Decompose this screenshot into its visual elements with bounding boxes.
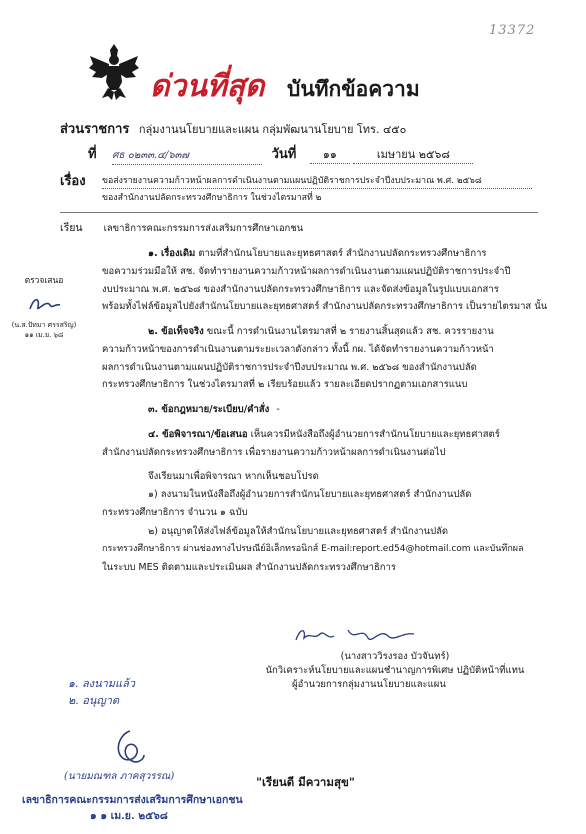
reviewer-signature-icon — [24, 293, 64, 315]
approver-name: (นายมณฑล ภาคสุวรรณ) — [64, 771, 175, 782]
salutation-row — [60, 221, 303, 236]
section1-line4: พร้อมทั้งไฟล์ข้อมูลไปยังสำนักนโยบายและยุทธศาสตร์ สำนักงานปลัดกระทรวงศึกษาธิการ เป็นรายไตรมาส นั้น — [102, 301, 548, 312]
reviewer-date: ๑๑ เม.ย. ๖๘ — [24, 331, 64, 340]
reviewer-label: ตรวจเสนอ — [24, 276, 64, 286]
section2-heading: ๒. ข้อเท็จจริง — [148, 326, 204, 337]
approver-title: เลขาธิการคณะกรรมการส่งเสริมการศึกษาเอกชน — [22, 794, 243, 806]
request-intro: จึงเรียนมาเพื่อพิจารณา หากเห็นชอบโปรด — [148, 471, 319, 482]
to-value: เลขาธิการคณะกรรมการส่งเสริมการศึกษาเอกชน — [103, 223, 304, 234]
subject-divider — [60, 212, 538, 213]
request-item1-line1: ๑) ลงนามในหนังสือถึงผู้อำนวยการสำนักนโยบายและยุทธศาสตร์ สำนักงานปลัด — [148, 489, 472, 500]
approval-line2: ๒. อนุญาต — [68, 694, 120, 707]
section4-line2: สำนักงานปลัดกระทรวงศึกษาธิการ เพื่อรายงานความก้าวหน้าผลการดำเนินงานต่อไป — [102, 447, 446, 458]
section1-line2: ขอความร่วมมือให้ สช. จัดทำรายงานความก้าวหน้าผลการดำเนินงานตามแผนปฏิบัติราชการประจำปี — [102, 266, 511, 277]
signer-block — [250, 650, 540, 691]
section2-line1 — [148, 325, 494, 339]
signer-name: (นางสาววิรงรอง บัวจันทร์) — [340, 651, 450, 662]
section-background — [102, 247, 542, 261]
section1-line3: งบประมาณ พ.ศ. ๒๕๖๘ ของสำนักงานปลัดกระทรวงศึกษาธิการ และจัดส่งข้อมูลในรูปแบบเอกสาร — [102, 284, 499, 295]
ref-number: ศธ ๐๒๓๓.๔/๖๓๗ — [112, 149, 262, 165]
date-month-year: เมษายน ๒๕๖๘ — [353, 147, 473, 164]
urgency-stamp: ด่วนที่สุด — [150, 69, 265, 104]
date-day: ๑๑ — [310, 147, 350, 164]
section2-line2: ความก้าวหน้าของการดำเนินงานตามระยะเวลาดังกล่าว ทั้งนี้ กผ. ได้จัดทำรายงานความก้าวหน้า — [102, 344, 494, 355]
to-label: เรียน — [60, 222, 83, 234]
approval-line1: ๑. ลงนามแล้ว — [68, 677, 136, 690]
signer-position2: ผู้อำนวยการกลุ่มงานนโยบายและแผน — [292, 678, 446, 690]
subject-line1: ขอส่งรายงานความก้าวหน้าผลการดำเนินงานตามแผนปฏิบัติราชการประจำปีงบประมาณ พ.ศ. ๒๕๖๘ — [102, 175, 532, 189]
subject-line2: ของสำนักงานปลัดกระทรวงศึกษาธิการ ในช่วงไตรมาสที่ ๒ — [102, 193, 322, 203]
approval-date: ๑ ๑ เม.ย. ๒๕๖๘ — [90, 810, 168, 822]
request-item2-line1: ๒) อนุญาตให้ส่งไฟล์ข้อมูลให้สำนักนโยบายและยุทธศาสตร์ สำนักงานปลัด — [148, 526, 449, 537]
signer-signature-icon — [292, 622, 422, 650]
reviewer-note — [2, 275, 86, 340]
section2-text1: ขณะนี้ การดำเนินงานไตรมาสที่ ๒ รายงานสิ้นสุดแล้ว สช. ควรรายงาน — [206, 326, 494, 337]
footer-slogan: "เรียนดี มีความสุข" — [256, 775, 355, 789]
section4-heading: ๔. ข้อพิจารณา/ข้อเสนอ — [148, 429, 248, 440]
agency-label: ส่วนราชการ — [60, 122, 130, 137]
section2-line4: กระทรวงศึกษาธิการ ในช่วงไตรมาสที่ ๒ เรียบร้อยแล้ว รายละเอียดปรากฏตามเอกสารแนบ — [102, 379, 468, 390]
section1-text1: ตามที่สำนักนโยบายและยุทธศาสตร์ สำนักงานปลัดกระทรวงศึกษาธิการ — [198, 248, 487, 259]
section1-heading: ๑. เรื่องเดิม — [148, 248, 196, 259]
agency-row — [60, 121, 406, 140]
section3-tail: - — [276, 404, 280, 415]
memo-title: บันทึกข้อความ — [287, 77, 420, 101]
agency-value: กลุ่มงานนโยบายและแผน กลุ่มพัฒนานโยบาย โทร. ๔๕๐ — [138, 123, 407, 136]
subject-label: เรื่อง — [60, 174, 86, 189]
section3-line — [148, 403, 280, 417]
request-item2-line3: ในระบบ MES ติดตามและประเมินผล สำนักงานปลัดกระทรวงศึกษาธิการ — [102, 562, 396, 573]
garuda-emblem-icon — [88, 42, 140, 102]
corner-document-number: 13372 — [489, 23, 536, 38]
request-item1-line2: กระทรวงศึกษาธิการ จำนวน ๑ ฉบับ — [102, 507, 248, 518]
signer-position1: นักวิเคราะห์นโยบายและแผนชำนาญการพิเศษ ปฏิบัติหน้าที่แทน — [265, 664, 525, 676]
section3-heading: ๓. ข้อกฎหมาย/ระเบียบ/คำสั่ง — [148, 404, 270, 415]
date-label: วันที่ — [271, 147, 297, 162]
request-item2-line2: กระทรวงศึกษาธิการ ผ่านช่องทางไปรษณีย์อิเล็กทรอนิกส์ E-mail:report.ed54@hotmail.com และบันทึกผล — [102, 544, 524, 554]
reference-row — [88, 146, 528, 165]
reviewer-name: (น.ส.ปัทมา ศรรสริญ) — [11, 321, 77, 330]
section1-line1 — [102, 247, 542, 261]
approver-signature-icon — [108, 727, 148, 767]
section4-text1: เห็นควรมีหนังสือถึงผู้อำนวยการสำนักนโยบายและยุทธศาสตร์ — [250, 429, 500, 440]
section2-line3: ผลการดำเนินงานตามแผนปฏิบัติราชการประจำปีงบประมาณ พ.ศ. ๒๕๖๘ ของสำนักงานปลัด — [102, 362, 477, 373]
ref-label: ที่ — [88, 147, 97, 162]
section4-line1 — [148, 428, 500, 442]
